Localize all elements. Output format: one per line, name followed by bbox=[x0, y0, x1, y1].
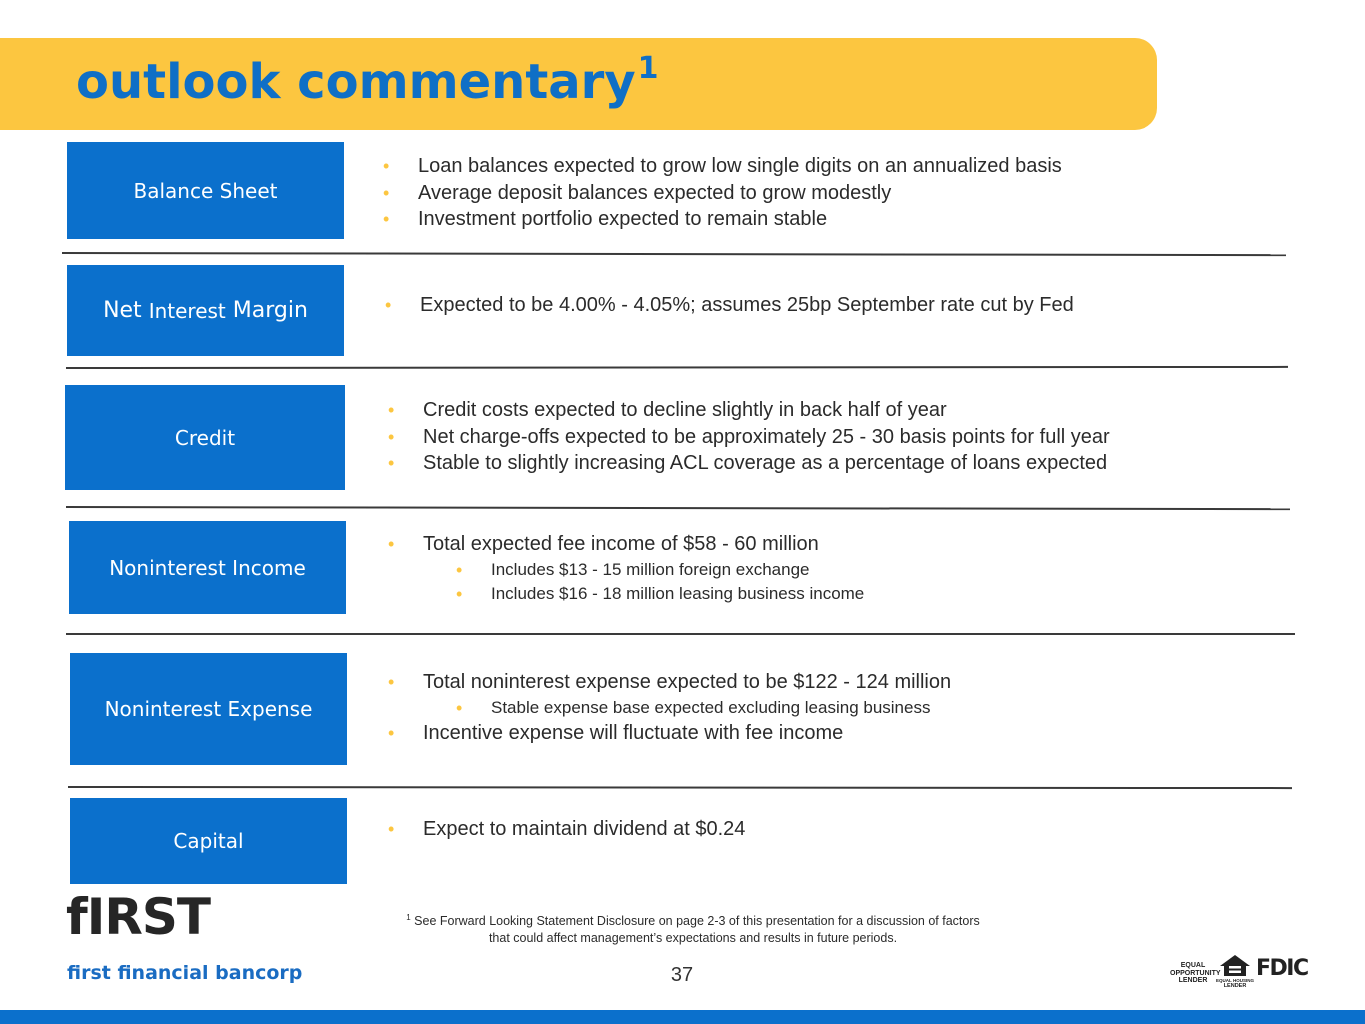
noninterest-expense-bullets bbox=[388, 669, 951, 747]
page-number: 37 bbox=[670, 964, 694, 986]
capital-bullets bbox=[388, 816, 745, 843]
company-logo: fIRST bbox=[66, 888, 210, 946]
equal-housing-lender-icon bbox=[1216, 954, 1254, 989]
footnote: $^1$ See Forward Looking Statement Disclosure on page 2-3 of this presentation for a discussion of factors that could affect management’s expectations and results in future periods. bbox=[406, 913, 980, 946]
noninterest-income-bullets bbox=[388, 531, 864, 607]
list-item: • Expected to be 4.00% - 4.05%; assumes 25bp September rate cut by Fed bbox=[385, 292, 1074, 319]
sub-list-item: • Includes $13 - 15 million foreign exchange bbox=[388, 558, 864, 583]
section-label-balance-sheet: Balance Sheet bbox=[67, 142, 344, 239]
list-item: • Stable to slightly increasing ACL coverage as a percentage of loans expected bbox=[388, 450, 1110, 477]
title-footnote-marker: 1 bbox=[637, 51, 659, 86]
list-item: • Credit costs expected to decline slightly in back half of year bbox=[388, 397, 1110, 424]
list-item: • Average deposit balances expected to grow modestly bbox=[383, 180, 1062, 207]
list-item: • Total noninterest expense expected to be $122 - 124 million bbox=[388, 669, 951, 696]
sub-list-item: • Stable expense base expected excluding leasing business bbox=[388, 696, 951, 721]
list-item: • Investment portfolio expected to remain stable bbox=[383, 206, 1062, 233]
page-title: outlook commentary$^1$ bbox=[76, 51, 659, 110]
section-label-net-interest-margin: Net Interest Margin bbox=[67, 265, 344, 356]
ehl-line2: LENDER bbox=[1223, 983, 1247, 989]
list-item: • Incentive expense will fluctuate with fee income bbox=[388, 720, 951, 747]
section-divider bbox=[68, 786, 1292, 789]
list-item: • Loan balances expected to grow low single digits on an annualized basis bbox=[383, 153, 1062, 180]
section-label-capital: Capital bbox=[70, 798, 347, 884]
fdic-logo: FDIC bbox=[1256, 956, 1308, 981]
list-item: • Total expected fee income of $58 - 60 million bbox=[388, 531, 864, 558]
list-item: • Expect to maintain dividend at $0.24 bbox=[388, 816, 745, 843]
section-label-credit: Credit bbox=[65, 385, 345, 490]
section-divider bbox=[66, 366, 1288, 369]
list-item: • Net charge-offs expected to be approximately 25 - 30 basis points for full year bbox=[388, 424, 1110, 451]
credit-bullets bbox=[388, 397, 1110, 477]
bottom-bar bbox=[0, 1010, 1365, 1024]
nim-bullets bbox=[385, 292, 1074, 319]
equal-opportunity-lender-mark: EQUAL OPPORTUNITY LENDER bbox=[1170, 962, 1221, 984]
section-label-noninterest-expense: Noninterest Expense bbox=[70, 653, 347, 765]
section-divider bbox=[66, 633, 1295, 635]
sub-list-item: • Includes $16 - 18 million leasing business income bbox=[388, 582, 864, 607]
balance-sheet-bullets bbox=[383, 153, 1062, 233]
ehl-line1: EQUAL HOUSING bbox=[1216, 978, 1254, 983]
company-name: first financial bancorp bbox=[67, 962, 303, 984]
section-divider bbox=[62, 252, 1286, 256]
section-divider bbox=[66, 506, 1290, 510]
section-label-noninterest-income: Noninterest Income bbox=[69, 521, 346, 614]
